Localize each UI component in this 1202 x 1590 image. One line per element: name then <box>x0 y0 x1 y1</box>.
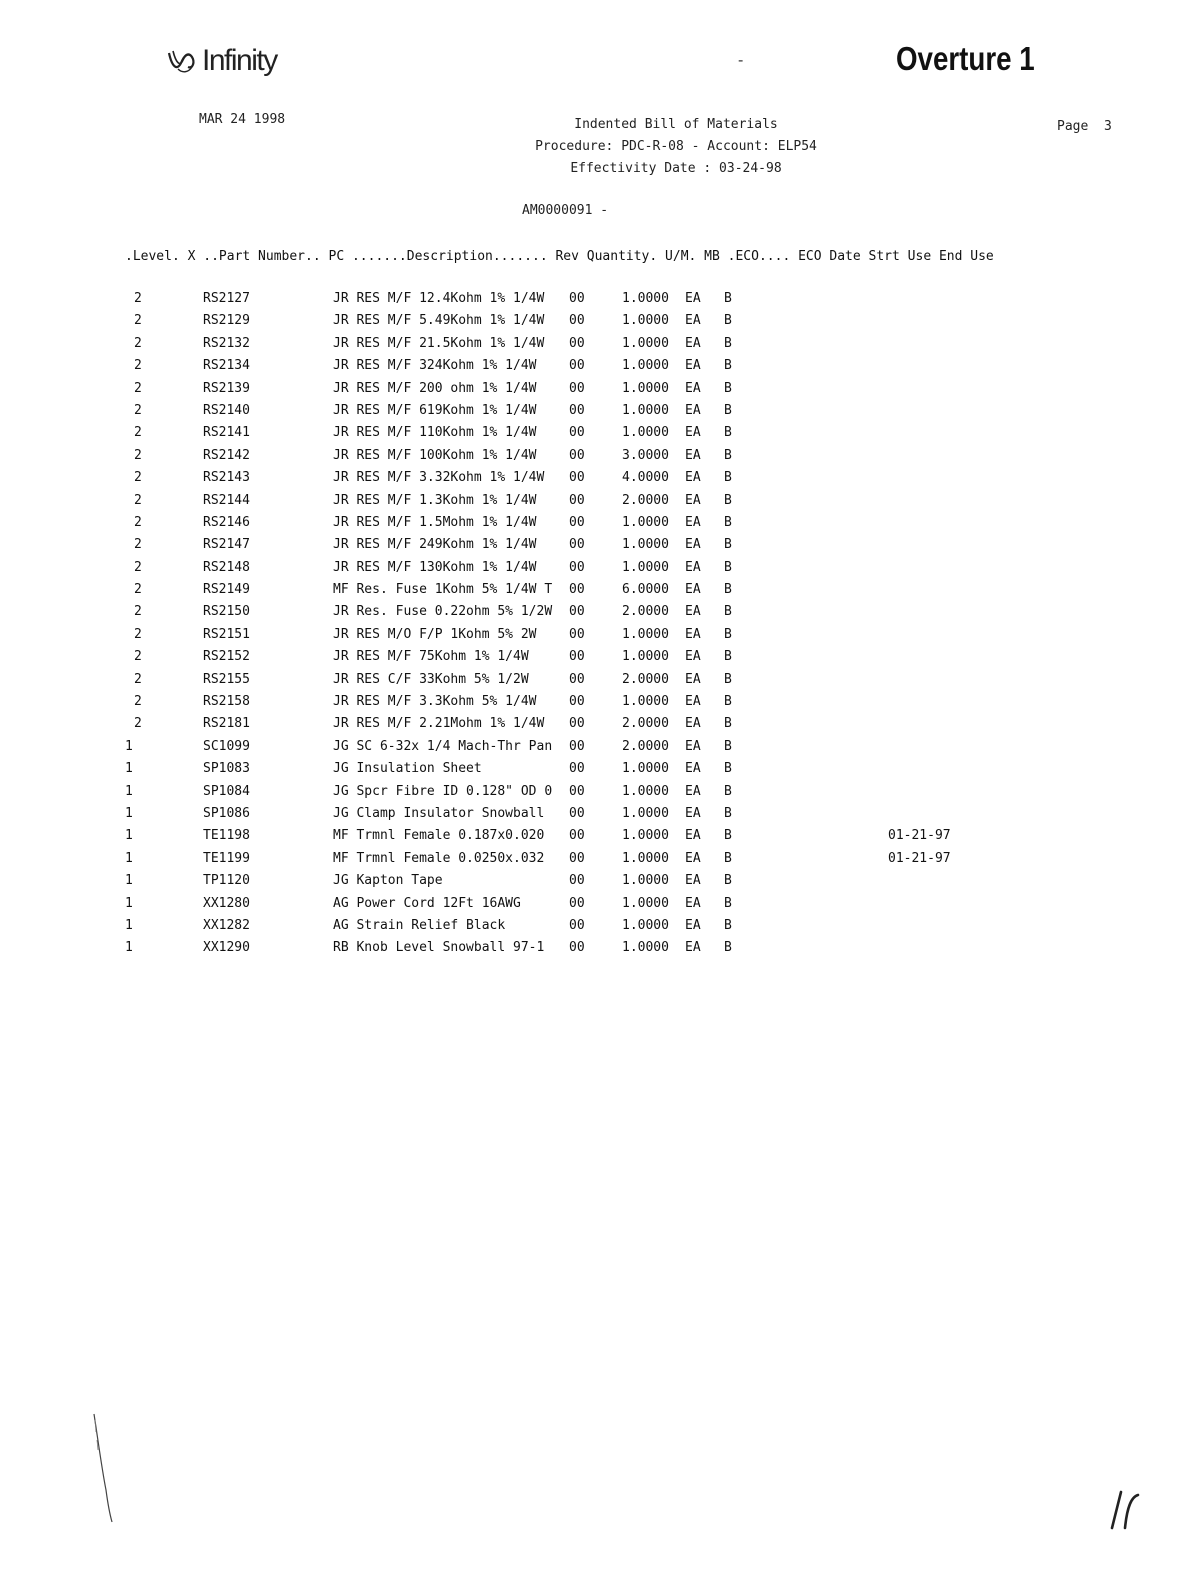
table-row: 1 XX1280 AG Power Cord 12Ft 16AWG 00 1.0000 EA B <box>125 895 732 911</box>
part-number-cell: RS2144 <box>203 492 250 508</box>
unit-of-measure-cell: EA <box>685 940 701 956</box>
table-row: 1 TE1198 MF Trmnl Female 0.187x0.020 00 1.0000 EA B 01-21-97 <box>125 828 951 844</box>
make-buy-cell: B <box>724 940 732 956</box>
revision-cell: 00 <box>569 940 585 956</box>
table-row: 1 SP1083 JG Insulation Sheet 00 1.0000 EA B <box>125 761 732 777</box>
revision-cell: 00 <box>569 380 585 396</box>
part-number-cell: SP1083 <box>203 761 250 777</box>
quantity-cell: 1.0000 <box>622 291 669 306</box>
table-row: 2 RS2155 JR RES C/F 33Kohm 5% 1/2W 00 2.0000 EA B <box>134 671 732 687</box>
revision-cell: 00 <box>569 716 585 732</box>
table-row: 2 RS2148 JR RES M/F 130Kohm 1% 1/4W 00 1.0000 EA B <box>134 559 732 575</box>
unit-of-measure-cell: EA <box>685 649 701 665</box>
make-buy-cell: B <box>724 559 732 575</box>
part-number-cell: SC1099 <box>203 738 250 754</box>
table-row: 2 RS2152 JR RES M/F 75Kohm 1% 1/4W 00 1.0000 EA B <box>134 649 732 665</box>
unit-of-measure-cell: EA <box>685 783 701 799</box>
make-buy-cell: B <box>724 850 732 866</box>
unit-of-measure-cell: EA <box>685 917 701 933</box>
part-number-cell: SP1084 <box>203 783 250 799</box>
part-number-cell: RS2158 <box>203 694 250 710</box>
unit-of-measure-cell: EA <box>685 873 701 889</box>
quantity-cell: 1.0000 <box>622 761 669 777</box>
unit-of-measure-cell: EA <box>685 470 701 486</box>
part-number-cell: TP1120 <box>203 873 250 889</box>
revision-cell: 00 <box>569 694 585 710</box>
unit-of-measure-cell: EA <box>685 694 701 710</box>
revision-cell: 00 <box>569 604 585 620</box>
part-number-cell: RS2140 <box>203 402 250 418</box>
part-number-cell: RS2148 <box>203 559 250 575</box>
revision-cell: 00 <box>569 895 585 911</box>
table-row: 1 TE1199 MF Trmnl Female 0.0250x.032 00 1.0000 EA B 01-21-97 <box>125 850 951 866</box>
table-row: 1 TP1120 JG Kapton Tape 00 1.0000 EA B <box>125 873 732 889</box>
make-buy-cell: B <box>724 873 732 889</box>
make-buy-cell: B <box>724 582 732 598</box>
description-cell: JG Insulation Sheet <box>333 761 482 777</box>
quantity-cell: 1.0000 <box>622 425 669 441</box>
revision-cell: 00 <box>569 447 585 463</box>
quantity-cell: 1.0000 <box>622 850 669 866</box>
unit-of-measure-cell: EA <box>685 850 701 866</box>
quantity-cell: 2.0000 <box>622 604 669 620</box>
make-buy-cell: B <box>724 828 732 844</box>
revision-cell: 00 <box>569 358 585 374</box>
handwritten-page-number-glyph <box>1104 1488 1144 1532</box>
quantity-cell: 6.0000 <box>622 582 669 598</box>
description-cell: JG SC 6-32x 1/4 Mach-Thr Pan <box>333 738 553 754</box>
quantity-cell: 1.0000 <box>622 358 669 374</box>
description-cell: AG Power Cord 12Ft 16AWG <box>333 895 521 911</box>
unit-of-measure-cell: EA <box>685 805 701 821</box>
procedure-line: Procedure: PDC-R-08 - Account: ELP54 <box>535 139 817 154</box>
unit-of-measure-cell: EA <box>685 358 701 374</box>
make-buy-cell: B <box>724 895 732 911</box>
table-row: 1 XX1282 AG Strain Relief Black 00 1.0000 EA B <box>125 917 732 933</box>
brand-name: Infinity <box>202 44 277 77</box>
table-row: 2 RS2134 JR RES M/F 324Kohm 1% 1/4W 00 1.0000 EA B <box>134 358 732 374</box>
part-number-cell: SP1086 <box>203 805 250 821</box>
revision-cell: 00 <box>569 626 585 642</box>
revision-cell: 00 <box>569 828 585 844</box>
make-buy-cell: B <box>724 514 732 530</box>
description-cell: JR Res. Fuse 0.22ohm 5% 1/2W <box>333 604 553 620</box>
product-title: Overture 1 <box>896 40 1035 77</box>
description-cell: MF Trmnl Female 0.0250x.032 <box>333 850 545 866</box>
part-number-cell: RS2151 <box>203 626 250 642</box>
revision-cell: 00 <box>569 559 585 575</box>
revision-cell: 00 <box>569 738 585 754</box>
quantity-cell: 1.0000 <box>622 917 669 933</box>
description-cell: JR RES M/F 12.4Kohm 1% 1/4W <box>333 291 545 306</box>
quantity-cell: 1.0000 <box>622 828 669 844</box>
report-header-block <box>490 114 862 180</box>
description-cell: JR RES M/F 3.3Kohm 5% 1/4W <box>333 694 537 710</box>
revision-cell: 00 <box>569 671 585 687</box>
part-number-cell: RS2132 <box>203 335 250 351</box>
quantity-cell: 1.0000 <box>622 514 669 530</box>
quantity-cell: 1.0000 <box>622 805 669 821</box>
column-header-line: .Level. X ..Part Number.. PC .......Description....... Rev Quantity. U/M. MB .ECO.... ECO Date Strt Use End Use <box>125 249 994 264</box>
quantity-cell: 1.0000 <box>622 694 669 710</box>
description-cell: JR RES M/F 2.21Mohm 1% 1/4W <box>333 716 545 732</box>
revision-cell: 00 <box>569 514 585 530</box>
part-number-cell: RS2152 <box>203 649 250 665</box>
revision-cell: 00 <box>569 917 585 933</box>
part-number-cell: RS2150 <box>203 604 250 620</box>
part-number-cell: XX1280 <box>203 895 250 911</box>
description-cell: JR RES M/F 110Kohm 1% 1/4W <box>333 425 537 441</box>
quantity-cell: 1.0000 <box>622 940 669 956</box>
description-cell: JR RES M/F 1.5Mohm 1% 1/4W <box>333 514 537 530</box>
table-row: 2 RS2129 JR RES M/F 5.49Kohm 1% 1/4W 00 1.0000 EA B <box>134 313 732 329</box>
quantity-cell: 2.0000 <box>622 716 669 732</box>
unit-of-measure-cell: EA <box>685 425 701 441</box>
revision-cell: 00 <box>569 761 585 777</box>
description-cell: AG Strain Relief Black <box>333 917 506 933</box>
make-buy-cell: B <box>724 604 732 620</box>
make-buy-cell: B <box>724 716 732 732</box>
part-number-cell: RS2155 <box>203 671 250 687</box>
make-buy-cell: B <box>724 358 732 374</box>
description-cell: JR RES M/F 3.32Kohm 1% 1/4W <box>333 470 545 486</box>
report-title: Indented Bill of Materials <box>574 117 778 132</box>
table-row: 2 RS2181 JR RES M/F 2.21Mohm 1% 1/4W 00 2.0000 EA B <box>134 716 732 732</box>
make-buy-cell: B <box>724 738 732 754</box>
part-number-cell: RS2141 <box>203 425 250 441</box>
description-cell: JG Spcr Fibre ID 0.128" OD 0 <box>333 783 553 799</box>
revision-cell: 00 <box>569 582 585 598</box>
table-row: 1 SP1084 JG Spcr Fibre ID 0.128" OD 0 00 1.0000 EA B <box>125 783 732 799</box>
quantity-cell: 1.0000 <box>622 783 669 799</box>
description-cell: JR RES M/F 249Kohm 1% 1/4W <box>333 537 537 553</box>
part-number-cell: RS2134 <box>203 358 250 374</box>
unit-of-measure-cell: EA <box>685 291 701 306</box>
quantity-cell: 4.0000 <box>622 470 669 486</box>
part-number-cell: TE1198 <box>203 828 250 844</box>
quantity-cell: 1.0000 <box>622 335 669 351</box>
revision-cell: 00 <box>569 335 585 351</box>
make-buy-cell: B <box>724 917 732 933</box>
revision-cell: 00 <box>569 291 585 306</box>
part-number-cell: XX1290 <box>203 940 250 956</box>
unit-of-measure-cell: EA <box>685 626 701 642</box>
make-buy-cell: B <box>724 761 732 777</box>
table-row: 1 XX1290 RB Knob Level Snowball 97-1 00 1.0000 EA B <box>125 940 732 956</box>
description-cell: JG Clamp Insulator Snowball <box>333 805 545 821</box>
table-row: 2 RS2142 JR RES M/F 100Kohm 1% 1/4W 00 3.0000 EA B <box>134 447 732 463</box>
make-buy-cell: B <box>724 649 732 665</box>
make-buy-cell: B <box>724 671 732 687</box>
make-buy-cell: B <box>724 805 732 821</box>
make-buy-cell: B <box>724 783 732 799</box>
table-row: 2 RS2132 JR RES M/F 21.5Kohm 1% 1/4W 00 1.0000 EA B <box>134 335 732 351</box>
quantity-cell: 1.0000 <box>622 537 669 553</box>
table-row: 2 RS2147 JR RES M/F 249Kohm 1% 1/4W 00 1.0000 EA B <box>134 537 732 553</box>
part-number-cell: RS2149 <box>203 582 250 598</box>
unit-of-measure-cell: EA <box>685 604 701 620</box>
quantity-cell: 2.0000 <box>622 738 669 754</box>
part-number-cell: RS2146 <box>203 514 250 530</box>
unit-of-measure-cell: EA <box>685 492 701 508</box>
unit-of-measure-cell: EA <box>685 537 701 553</box>
table-row: 2 RS2140 JR RES M/F 619Kohm 1% 1/4W 00 1.0000 EA B <box>134 402 732 418</box>
quantity-cell: 1.0000 <box>622 402 669 418</box>
effectivity-line: Effectivity Date : 03-24-98 <box>570 161 782 176</box>
quantity-cell: 2.0000 <box>622 492 669 508</box>
unit-of-measure-cell: EA <box>685 716 701 732</box>
make-buy-cell: B <box>724 470 732 486</box>
unit-of-measure-cell: EA <box>685 313 701 329</box>
make-buy-cell: B <box>724 402 732 418</box>
quantity-cell: 1.0000 <box>622 649 669 665</box>
bom-table <box>0 291 1202 963</box>
description-cell: RB Knob Level Snowball 97-1 <box>333 940 545 956</box>
part-number-cell: TE1199 <box>203 850 250 866</box>
quantity-cell: 3.0000 <box>622 447 669 463</box>
table-row: 2 RS2151 JR RES M/O F/P 1Kohm 5% 2W 00 1.0000 EA B <box>134 626 732 642</box>
table-row: 1 SP1086 JG Clamp Insulator Snowball 00 1.0000 EA B <box>125 805 732 821</box>
description-cell: JR RES C/F 33Kohm 5% 1/2W <box>333 671 529 687</box>
make-buy-cell: B <box>724 447 732 463</box>
description-cell: JR RES M/F 5.49Kohm 1% 1/4W <box>333 313 545 329</box>
table-row: 1 SC1099 JG SC 6-32x 1/4 Mach-Thr Pan 00 2.0000 EA B <box>125 738 732 754</box>
revision-cell: 00 <box>569 783 585 799</box>
part-number-cell: RS2181 <box>203 716 250 732</box>
table-row: 2 RS2158 JR RES M/F 3.3Kohm 5% 1/4W 00 1.0000 EA B <box>134 694 732 710</box>
handwritten-page-mark <box>1104 1488 1144 1536</box>
revision-cell: 00 <box>569 537 585 553</box>
part-number-cell: RS2127 <box>203 291 250 306</box>
revision-cell: 00 <box>569 402 585 418</box>
make-buy-cell: B <box>724 694 732 710</box>
assembly-number: AM0000091 - <box>522 203 609 218</box>
table-row: 2 RS2141 JR RES M/F 110Kohm 1% 1/4W 00 1.0000 EA B <box>134 425 732 441</box>
description-cell: JR RES M/F 100Kohm 1% 1/4W <box>333 447 537 463</box>
revision-cell: 00 <box>569 470 585 486</box>
make-buy-cell: B <box>724 313 732 329</box>
unit-of-measure-cell: EA <box>685 447 701 463</box>
unit-of-measure-cell: EA <box>685 514 701 530</box>
unit-of-measure-cell: EA <box>685 335 701 351</box>
make-buy-cell: B <box>724 492 732 508</box>
make-buy-cell: B <box>724 380 732 396</box>
unit-of-measure-cell: EA <box>685 828 701 844</box>
unit-of-measure-cell: EA <box>685 761 701 777</box>
quantity-cell: 1.0000 <box>622 626 669 642</box>
unit-of-measure-cell: EA <box>685 402 701 418</box>
quantity-cell: 1.0000 <box>622 380 669 396</box>
table-row: 2 RS2144 JR RES M/F 1.3Kohm 1% 1/4W 00 2.0000 EA B <box>134 492 732 508</box>
table-row: 2 RS2139 JR RES M/F 200 ohm 1% 1/4W 00 1.0000 EA B <box>134 380 732 396</box>
description-cell: JR RES M/F 21.5Kohm 1% 1/4W <box>333 335 545 351</box>
infinity-logo <box>166 40 277 80</box>
revision-cell: 00 <box>569 805 585 821</box>
revision-cell: 00 <box>569 649 585 665</box>
quantity-cell: 2.0000 <box>622 671 669 687</box>
description-cell: JR RES M/F 1.3Kohm 1% 1/4W <box>333 492 537 508</box>
description-cell: JG Kapton Tape <box>333 873 443 889</box>
description-cell: MF Trmnl Female 0.187x0.020 <box>333 828 545 844</box>
margin-pen-stroke <box>88 1410 128 1530</box>
description-cell: JR RES M/F 130Kohm 1% 1/4W <box>333 559 537 575</box>
description-cell: MF Res. Fuse 1Kohm 5% 1/4W T <box>333 582 553 598</box>
table-row: 2 RS2143 JR RES M/F 3.32Kohm 1% 1/4W 00 4.0000 EA B <box>134 470 732 486</box>
description-cell: JR RES M/F 619Kohm 1% 1/4W <box>333 402 537 418</box>
part-number-cell: RS2147 <box>203 537 250 553</box>
print-date: MAR 24 1998 <box>199 112 286 127</box>
eco-date-cell: 01-21-97 <box>888 828 951 844</box>
quantity-cell: 1.0000 <box>622 895 669 911</box>
part-number-cell: RS2139 <box>203 380 250 396</box>
description-cell: JR RES M/F 200 ohm 1% 1/4W <box>333 380 537 396</box>
part-number-cell: RS2142 <box>203 447 250 463</box>
header-dash: - <box>738 52 744 69</box>
revision-cell: 00 <box>569 313 585 329</box>
table-row: 2 RS2149 MF Res. Fuse 1Kohm 5% 1/4W T 00 6.0000 EA B <box>134 582 732 598</box>
description-cell: JR RES M/O F/P 1Kohm 5% 2W <box>333 626 537 642</box>
revision-cell: 00 <box>569 425 585 441</box>
table-row: 2 RS2127 JR RES M/F 12.4Kohm 1% 1/4W 00 1.0000 EA B <box>134 291 732 306</box>
unit-of-measure-cell: EA <box>685 738 701 754</box>
unit-of-measure-cell: EA <box>685 895 701 911</box>
unit-of-measure-cell: EA <box>685 559 701 575</box>
description-cell: JR RES M/F 324Kohm 1% 1/4W <box>333 358 537 374</box>
revision-cell: 00 <box>569 873 585 889</box>
unit-of-measure-cell: EA <box>685 582 701 598</box>
page-number: Page 3 <box>1057 119 1112 134</box>
table-row: 2 RS2150 JR Res. Fuse 0.22ohm 5% 1/2W 00 2.0000 EA B <box>134 604 732 620</box>
make-buy-cell: B <box>724 291 732 306</box>
eco-date-cell: 01-21-97 <box>888 850 951 866</box>
table-row: 2 RS2146 JR RES M/F 1.5Mohm 1% 1/4W 00 1.0000 EA B <box>134 514 732 530</box>
part-number-cell: RS2129 <box>203 313 250 329</box>
revision-cell: 00 <box>569 850 585 866</box>
unit-of-measure-cell: EA <box>685 380 701 396</box>
make-buy-cell: B <box>724 537 732 553</box>
infinity-swirl-icon <box>166 45 200 75</box>
part-number-cell: XX1282 <box>203 917 250 933</box>
part-number-cell: RS2143 <box>203 470 250 486</box>
revision-cell: 00 <box>569 492 585 508</box>
quantity-cell: 1.0000 <box>622 559 669 575</box>
unit-of-measure-cell: EA <box>685 671 701 687</box>
quantity-cell: 1.0000 <box>622 873 669 889</box>
description-cell: JR RES M/F 75Kohm 1% 1/4W <box>333 649 529 665</box>
make-buy-cell: B <box>724 335 732 351</box>
make-buy-cell: B <box>724 425 732 441</box>
quantity-cell: 1.0000 <box>622 313 669 329</box>
make-buy-cell: B <box>724 626 732 642</box>
